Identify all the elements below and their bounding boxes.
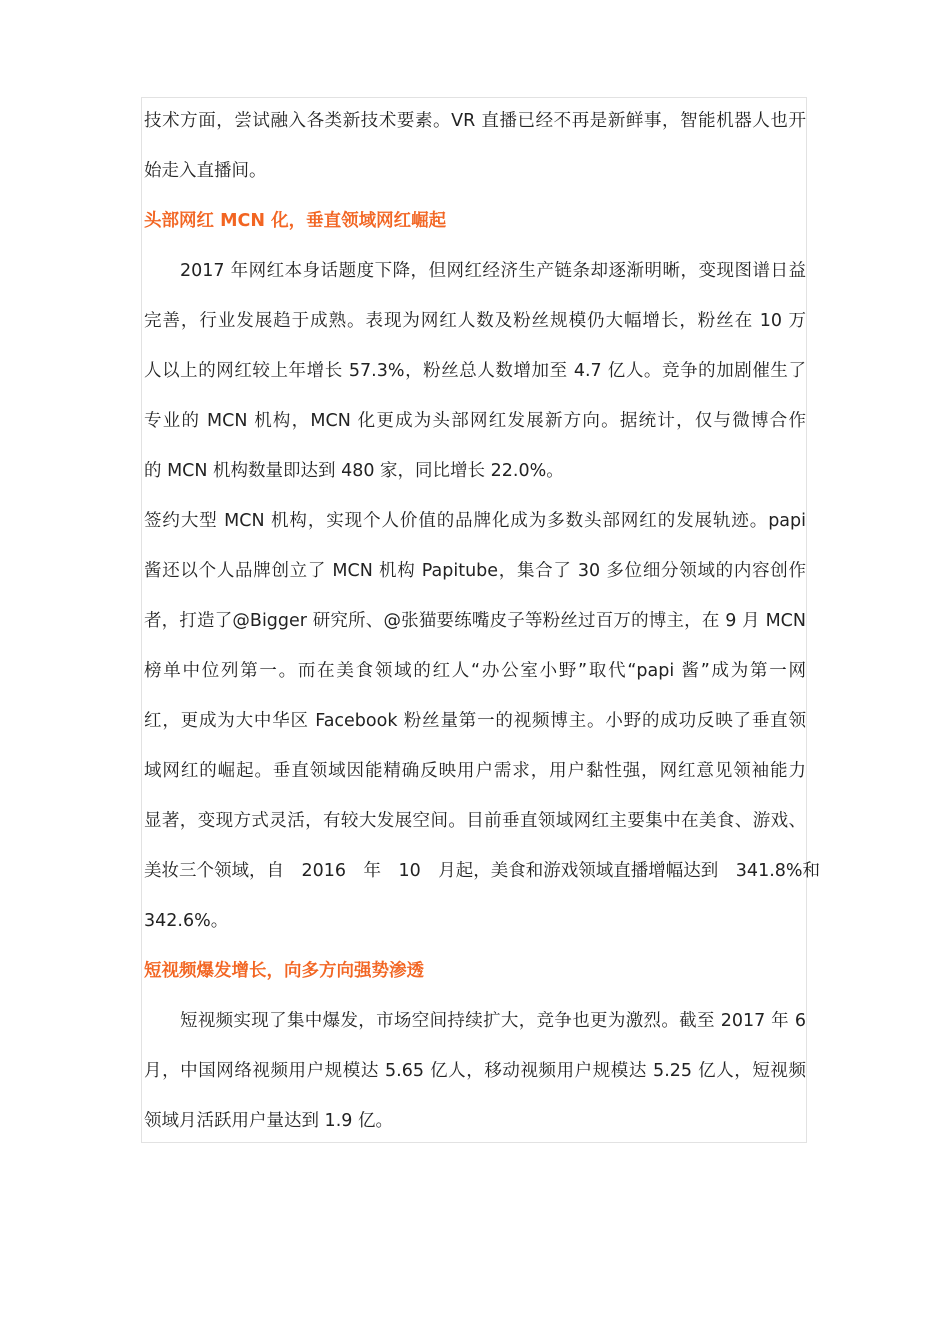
paragraph-line: 红，更成为大中华区 Facebook 粉丝量第一的视频博主。小野的成功反映了垂直领 (144, 711, 806, 731)
paragraph-line: 人以上的网红较上年增长 57.3%，粉丝总人数增加至 4.7 亿人。竞争的加剧催生了 (144, 361, 806, 381)
paragraph-line: 榜单中位列第一。而在美食领域的红人“办公室小野”取代“papi 酱”成为第一网 (144, 661, 806, 681)
document-body (144, 96, 821, 1146)
paragraph-line: 显著，变现方式灵活，有较大发展空间。目前垂直领域网红主要集中在美食、游戏、 (144, 811, 806, 831)
paragraph-line: 342.6%。 (144, 911, 229, 931)
paragraph-line: 2017 年网红本身话题度下降，但网红经济生产链条却逐渐明晰，变现图谱日益 (180, 261, 806, 281)
paragraph-line: 美妆三个领域，自 2016 年 10 月起，美食和游戏领域直播增幅达到 341.8%和 (144, 861, 821, 881)
paragraph-line: 域网红的崛起。垂直领域因能精确反映用户需求，用户黏性强，网红意见领袖能力 (144, 761, 806, 781)
paragraph-line: 短视频实现了集中爆发，市场空间持续扩大，竞争也更为激烈。截至 2017 年 6 (180, 1011, 806, 1031)
paragraph-line: 酱还以个人品牌创立了 MCN 机构 Papitube，集合了 30 多位细分领域的内容创作 (144, 561, 806, 581)
paragraph-line: 领域月活跃用户量达到 1.9 亿。 (144, 1111, 393, 1131)
paragraph-line: 始走入直播间。 (144, 161, 267, 181)
paragraph-line: 技术方面，尝试融入各类新技术要素。VR 直播已经不再是新鲜事，智能机器人也开 (144, 111, 806, 131)
paragraph-line: 者，打造了@Bigger 研究所、@张猫要练嘴皮子等粉丝过百万的博主，在 9 月 MCN (144, 611, 806, 631)
section-heading: 短视频爆发增长，向多方向强势渗透 (144, 961, 424, 981)
paragraph-line: 的 MCN 机构数量即达到 480 家，同比增长 22.0%。 (144, 461, 564, 481)
paragraph-line: 完善，行业发展趋于成熟。表现为网红人数及粉丝规模仍大幅增长，粉丝在 10 万 (144, 311, 806, 331)
paragraph-line: 专业的 MCN 机构，MCN 化更成为头部网红发展新方向。据统计，仅与微博合作 (144, 411, 806, 431)
paragraph-line: 月，中国网络视频用户规模达 5.65 亿人，移动视频用户规模达 5.25 亿人，短视频 (144, 1061, 806, 1081)
paragraph-line: 签约大型 MCN 机构，实现个人价值的品牌化成为多数头部网红的发展轨迹。papi (144, 511, 806, 531)
section-heading: 头部网红 MCN 化，垂直领域网红崛起 (144, 211, 447, 231)
